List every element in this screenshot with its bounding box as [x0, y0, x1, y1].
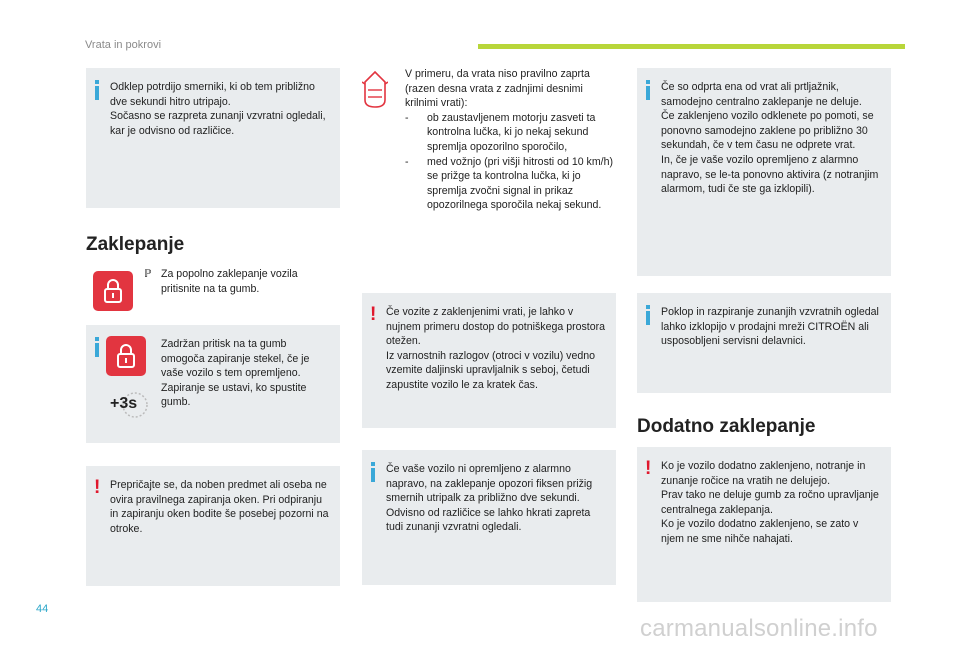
- info-icon: [646, 86, 650, 100]
- info-box-auto-lock: [637, 68, 891, 276]
- info-icon: [371, 468, 375, 482]
- bullet-text: Za popolno zaklepanje vozila pritisnite na ta gumb.: [161, 268, 298, 295]
- section-header: Vrata in pokrovi: [85, 39, 162, 51]
- warning-icon: !: [645, 458, 652, 479]
- warning-box-locked-doors: [362, 293, 616, 428]
- section-title-zaklepanje: Zaklepanje: [86, 234, 185, 255]
- info-box-unlock: [86, 68, 340, 208]
- list-item: - ob zaustavljenem motorju zasveti ta kontrolna lučka, ki jo nekaj sekund spremlja opozorilno sporočilo,: [405, 111, 596, 153]
- info-icon: [646, 311, 650, 325]
- watermark: carmanualsonline.info: [640, 615, 878, 642]
- info-box-mirrors: [637, 293, 891, 393]
- warning-box-text: Če vozite z zaklenjenimi vrati, je lahko v nujnem primeru dostop do potniškega prostora otežen. Iz varnostnih razlogov (otroci v vozilu) vedno vzemite daljinski upravljalnik s seboj, četudi zapustite vozilo le za kratek čas.: [386, 306, 606, 391]
- hold-badge-label: +3s: [110, 395, 138, 412]
- warning-box-text: Ko je vozilo dodatno zaklenjeno, notranje in zunanje ročice na vratih ne delujejo. Prav tako ne deluje gumb za ročno upravljanje centralnega zaklepanja. Ko je vozilo dodatno zaklenjeno, se zato v njem ne sme nihče nahajati.: [661, 460, 879, 545]
- section-title-dodatno-zaklepanje: Dodatno zaklepanje: [637, 416, 816, 437]
- info-box-hold: [86, 325, 340, 443]
- warning-box-deadlock: [637, 447, 891, 602]
- warning-box-text: Prepričajte se, da noben predmet ali oseba ne ovira pravilnega zapiranja oken. Pri odpiranju in zapiranju oken bodite še posebej pozorni na otroke.: [110, 479, 329, 535]
- info-box-text: Poklop in razpiranje zunanjih vzvratnih ogledal lahko izklopijo v prodajni mreži CITROËN ali usposobljeni servisni delavnici.: [661, 306, 879, 348]
- info-box-text: Če so odprta ena od vrat ali prtljažnik, samodejno centralno zaklepanje ne deluje. Če zaklenjeno vozilo odklenete po pomoti, se ponovno samodejno zaklene po približno 30 sekundah, če v tem času ne odprete vrat. In, če je vaše vozilo opremljeno z alarmno napravo, se le-ta ponovno aktivira (z notranjim alarmom, tudi če ste ga izklopili).: [661, 81, 879, 196]
- info-icon: [95, 343, 99, 357]
- lock-button-icon: [106, 336, 146, 376]
- door-warning-icon: [362, 70, 388, 110]
- info-box-no-alarm: [362, 450, 616, 585]
- warning-box-windows: [86, 466, 340, 586]
- warning-icon: !: [370, 304, 377, 325]
- bullet-symbol: ℙ: [144, 268, 152, 280]
- info-icon: [95, 86, 99, 100]
- warning-icon: !: [94, 477, 101, 498]
- bullet-lock-instruction: [144, 267, 334, 296]
- header-accent-bar: [478, 44, 905, 49]
- hold-box-text: Zadržan pritisk na ta gumb omogoča zapiranje stekel, če je vaše vozilo s tem opremljeno. Zapiranje se ustavi, ko spustite gumb.: [161, 338, 310, 409]
- info-box-text: Odklep potrdijo smerniki, ki ob tem približno dve sekundi hitro utripajo. Sočasno se razpreta zunanji vzvratni ogledali, kar je odvisno od različice.: [110, 81, 326, 137]
- page-number: 44: [36, 603, 49, 615]
- lock-button-icon: [93, 271, 133, 311]
- info-box-text: Če vaše vozilo ni opremljeno z alarmno napravo, na zaklepanje opozori fiksen prižig smernih utripalk za približno dve sekundi. Odvisno od različice se lahko hkrati zapreta tudi zunanji vzvratni ogledali.: [386, 463, 593, 534]
- list-item: - med vožnjo (pri višji hitrosti od 10 km/h) se prižge ta kontrolna lučka, ki jo spremlja zvočni signal in prikaz opozorilnega sporočila nekaj sekund.: [405, 155, 614, 212]
- door-example-block: [405, 67, 617, 213]
- door-example-list: [405, 111, 617, 213]
- hold-badge: [108, 391, 148, 419]
- door-example-intro: V primeru, da vrata niso pravilno zaprta (razen desna vrata z zadnjimi desnimi krilnimi vrati):: [405, 68, 590, 110]
